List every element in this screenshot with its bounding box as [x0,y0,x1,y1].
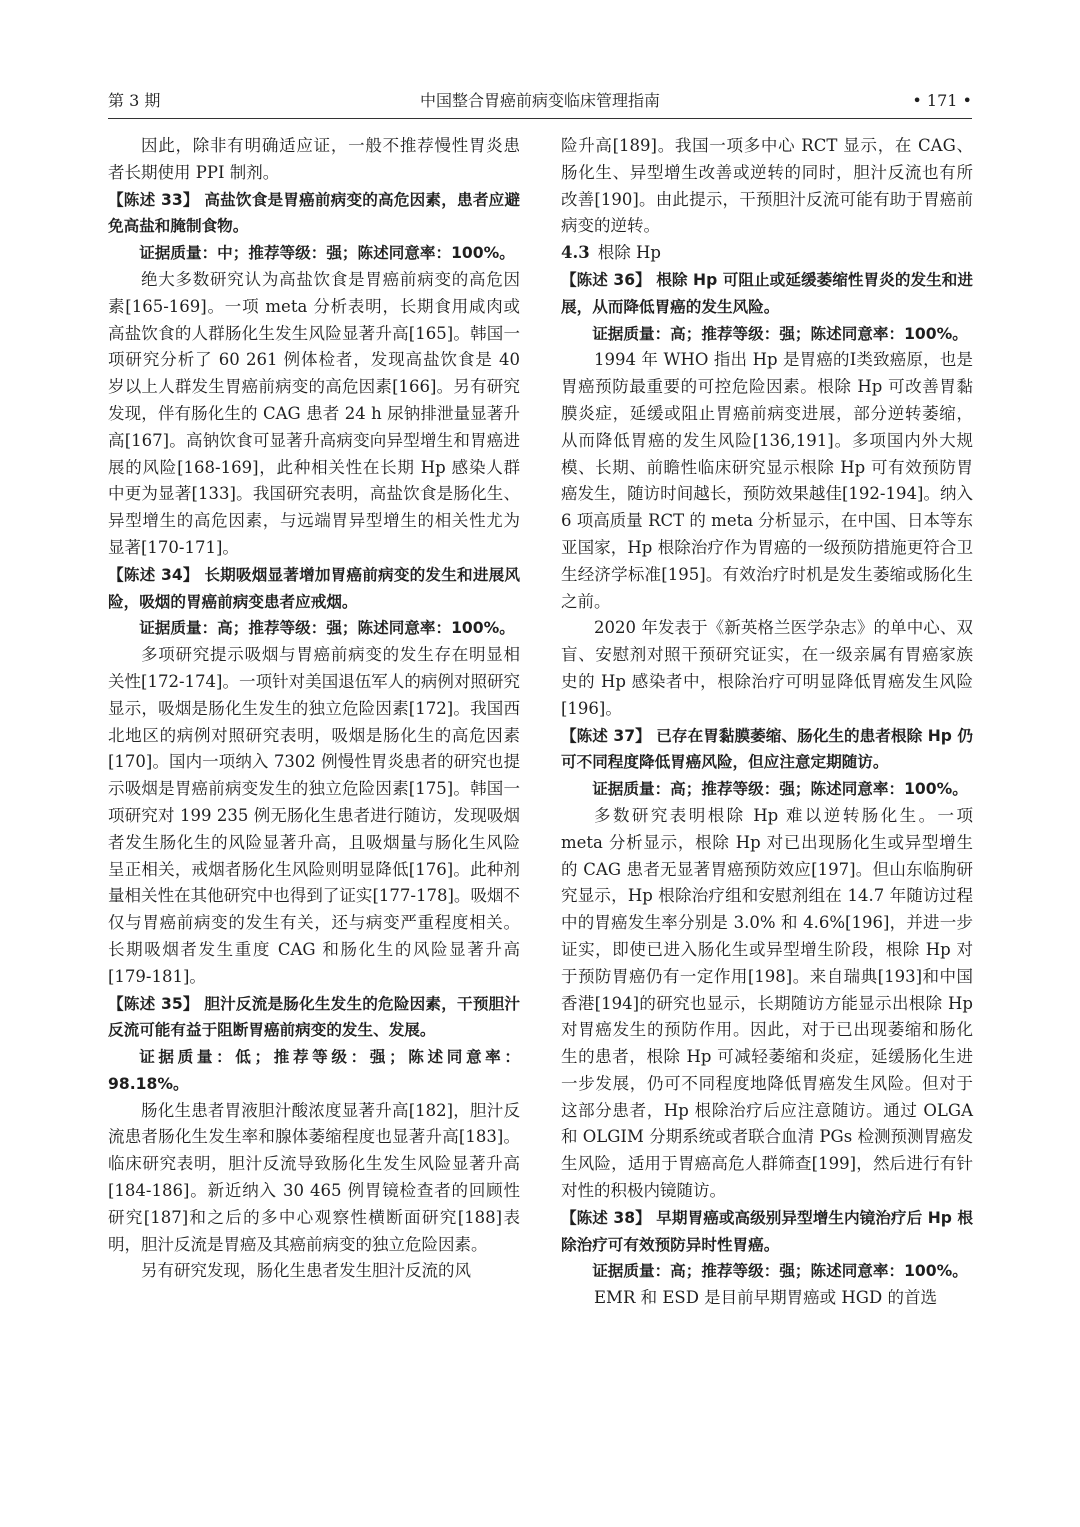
issue-number: 第 3 期 [108,91,161,110]
body-paragraph: 肠化生患者胃液胆汁酸浓度显著升高[182]，胆汁反流患者肠化生发生率和腺体萎缩程度也显著升高[183]。临床研究表明，胆汁反流导致肠化生发生风险显著升高[184-186]。新近纳入 30 465 例胃镜检查者的回顾性研究[187]和之后的多中心观察性横断面研究[188]表明，胆汁反流是胃癌及其癌前病变的独立危险因素。 [108,1100,520,1254]
body-paragraph: 多项研究提示吸烟与胃癌前病变的发生存在明显相关性[172-174]。一项针对美国退伍军人的病例对照研究显示，吸烟是肠化生发生的独立危险因素[172]。我国西北地区的病例对照研究表明，吸烟是肠化生的高危因素[170]。国内一项纳入 7302 例慢性胃炎患者的研究也提示吸烟是胃癌前病变发生的独立危险因素[175]。韩国一项研究对 199 235 例无肠化生患者进行随访，发现吸烟者发生肠化生的风险显著升高，且吸烟量与肠化生风险呈正相关，戒烟者肠化生风险则明显降低[176]。此种剂量相关性在其他研究中也得到了证实[177-178]。吸烟不仅与胃癌前病变的发生有关，还与病变严重程度相关。长期吸烟者发生重度 CAG 和肠化生的风险显著升高[179-181]。 [108,645,520,986]
body-paragraph: 因此，除非有明确适应证，一般不推荐慢性胃炎患者长期使用 PPI 制剂。 [108,136,520,182]
statement-33: 【陈述 33】 高盐饮食是胃癌前病变的高危因素，患者应避免高盐和腌制食物。 [108,190,520,236]
evidence-line: 证据质量：高；推荐等级：强；陈述同意率：100%。 [592,1262,968,1281]
statement-34: 【陈述 34】 长期吸烟显著增加胃癌前病变的发生和进展风险，吸烟的胃癌前病变患者应戒烟。 [108,565,520,611]
section-title: 根除 Hp [597,243,661,263]
evidence-line: 证据质量：低；推荐等级：强；陈述同意率：98.18%。 [108,1048,520,1093]
statement-37: 【陈述 37】 已存在胃黏膜萎缩、肠化生的患者根除 Hp 仍可不同程度降低胃癌风险，但应注意定期随访。 [561,726,973,772]
body-paragraph: 绝大多数研究认为高盐饮食是胃癌前病变的高危因素[165-169]。一项 meta 分析表明，长期食用咸肉或高盐饮食的人群肠化生发生风险显著升高[165]。韩国一项研究分析了 60 261 例体检者，发现高盐饮食是 40 岁以上人群发生胃癌前病变的高危因素[166]。另有研究发现，伴有肠化生的 CAG 患者 24 h 尿钠排泄量显著升高[167]。高钠饮食可显著升高病变向异型增生和胃癌进展的风险[168-169]，此种相关性在长期 Hp 感染人群中更为显著[133]。我国研究表明，高盐饮食是肠化生、异型增生的高危因素，与远端胃异型增生的相关性尤为显著[170-171]。 [108,269,520,557]
right-column [561,133,973,1312]
evidence-line: 证据质量：高；推荐等级：强；陈述同意率：100%。 [592,780,968,799]
body-paragraph: 险升高[189]。我国一项多中心 RCT 显示，在 CAG、肠化生、异型增生改善或逆转的同时，胆汁反流也有所改善[190]。由此提示，干预胆汁反流可能有助于胃癌前病变的逆转。 [561,136,973,236]
body-paragraph: 2020 年发表于《新英格兰医学杂志》的单中心、双盲、安慰剂对照干预研究证实，在一级亲属有胃癌家族史的 Hp 感染者中，根除治疗可明显降低胃癌发生风险[196]。 [561,618,973,718]
evidence-line: 证据质量：高；推荐等级：强；陈述同意率：100%。 [592,324,968,343]
page-number: • 171 • [912,91,972,110]
statement-35: 【陈述 35】 胆汁反流是肠化生发生的危险因素，干预胆汁反流可能有益于阻断胃癌前病变的发生、发展。 [108,994,520,1040]
section-heading-4-3 [561,240,973,267]
running-title: 中国整合胃癌前病变临床管理指南 [419,91,660,110]
left-column [108,133,520,1285]
statement-38: 【陈述 38】 早期胃癌或高级别异型增生内镜治疗后 Hp 根除治疗可有效预防异时性胃癌。 [561,1208,973,1254]
evidence-line: 证据质量：中；推荐等级：强；陈述同意率：100%。 [139,244,515,263]
statement-36: 【陈述 36】 根除 Hp 可阻止或延缓萎缩性胃炎的发生和进展，从而降低胃癌的发生风险。 [561,270,973,316]
body-paragraph: 另有研究发现，肠化生患者发生胆汁反流的风 [141,1261,471,1281]
section-number: 4.3 [561,243,590,263]
body-paragraph: 1994 年 WHO 指出 Hp 是胃癌的Ⅰ类致癌原，也是胃癌预防最重要的可控危险因素。根除 Hp 可改善胃黏膜炎症，延缓或阻止胃癌前病变进展，部分逆转萎缩，从而降低胃癌的发生风险[136,191]。多项国内外大规模、长期、前瞻性临床研究显示根除 Hp 可有效预防胃癌发生，随访时间越长，预防效果越佳[192-194]。纳入 6 项高质量 RCT 的 meta 分析显示，在中国、日本等东亚国家，Hp 根除治疗作为胃癌的一级预防措施更符合卫生经济学标准[195]。有效治疗时机是发生萎缩或肠化生之前。 [561,350,973,611]
body-paragraph: 多数研究表明根除 Hp 难以逆转肠化生。一项 meta 分析显示，根除 Hp 对已出现肠化生或异型增生的 CAG 患者无显著胃癌预防效应[197]。但山东临朐研究显示，Hp 根除治疗组和安慰剂组在 14.7 年随访过程中的胃癌发生率分别是 3.0% 和 4.6%[196]，并进一步证实，即使已进入肠化生或异型增生阶段，根除 Hp 对于预防胃癌仍有一定作用[198]。来自瑞典[193]和中国香港[194]的研究也显示，长期随访方能显示出根除 Hp 对胃癌发生的预防作用。因此，对于已出现萎缩和肠化生的患者，根除 Hp 可减轻萎缩和炎症，延缓肠化生进一步发展，仍可不同程度地降低胃癌发生风险。但对于这部分患者，Hp 根除治疗后应注意随访。通过 OLGA 和 OLGIM 分期系统或者联合血清 PGs 检测预测胃癌发生风险，适用于胃癌高危人群筛查[199]，然后进行有针对性的积极内镜随访。 [561,805,973,1201]
body-paragraph: EMR 和 ESD 是目前早期胃癌或 HGD 的首选 [594,1288,937,1308]
evidence-line: 证据质量：高；推荐等级：强；陈述同意率：100%。 [139,619,515,638]
page-header [108,88,972,119]
